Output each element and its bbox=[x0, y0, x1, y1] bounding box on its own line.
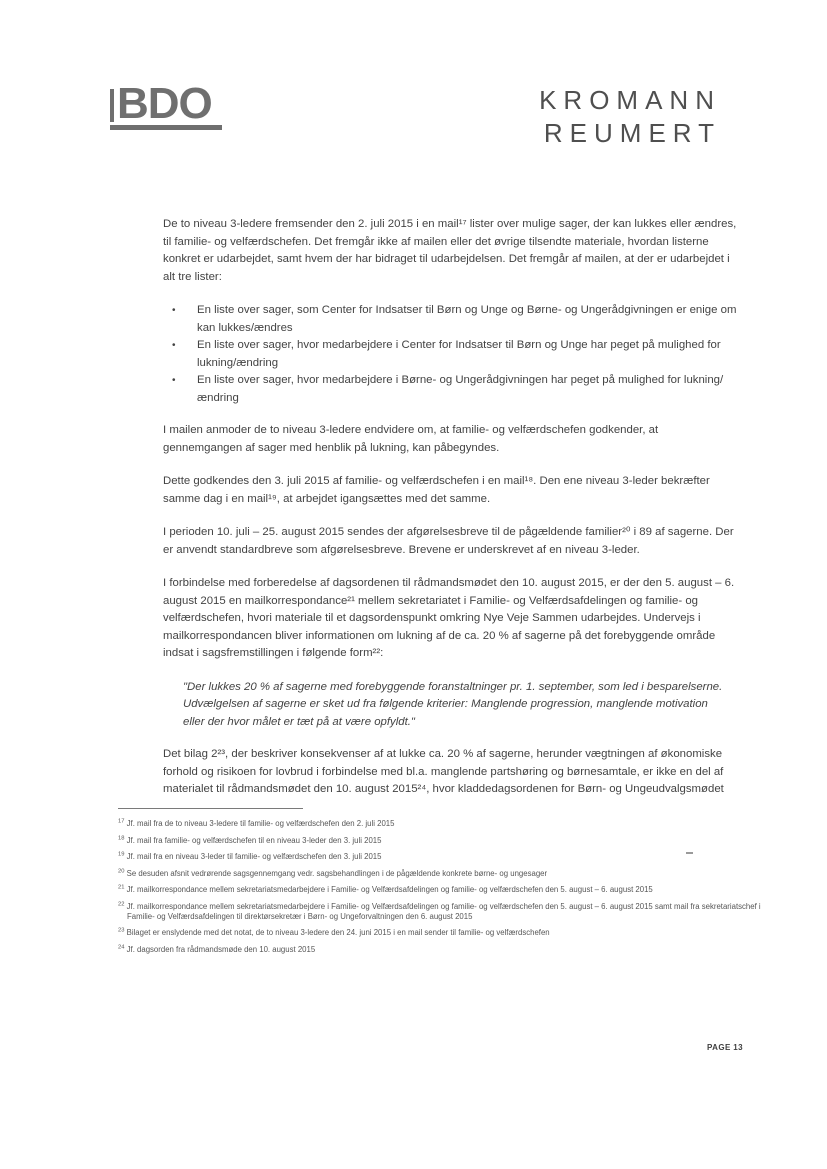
footnote-text: Jf. mail fra en niveau 3-leder til familie- og velfærdschefen den 3. juli 2015 bbox=[126, 852, 382, 862]
footnote-text: Jf. mailkorrespondance mellem sekretariatsmedarbejdere i Familie- og Velfærdsafdelingen og familie- og velfærdschefen den 5. august – 6. august 2015 bbox=[126, 885, 653, 895]
footnote-text: Jf. mailkorrespondance mellem sekretariatsmedarbejdere i Familie- og Velfærdsafdelingen og familie- og velfærdschefen den 5. august – 6. august 2015 samt mail fra sekretariatschef i Familie- og Velfærdsafdelingen til direktørsekretær i Børn- og Ungeforvaltningen den 6. august 2015 bbox=[126, 901, 761, 921]
bdo-logo-bar bbox=[110, 89, 114, 122]
bdo-logo-text: BDO bbox=[117, 79, 212, 128]
page-number: PAGE 13 bbox=[707, 1043, 743, 1052]
bullet-list bbox=[163, 302, 739, 407]
footnote-item bbox=[118, 819, 766, 829]
footnote-text: Jf. mail fra de to niveau 3-ledere til familie- og velfærdschefen den 2. juli 2015 bbox=[126, 819, 395, 828]
footnote-item bbox=[118, 945, 766, 955]
footnote-item bbox=[118, 852, 766, 862]
kromann-logo-line1: KROMANN bbox=[539, 85, 721, 115]
scan-artifact-dash bbox=[686, 852, 693, 854]
footnote-item bbox=[118, 885, 766, 895]
footnote-separator bbox=[118, 808, 303, 809]
footnote-item bbox=[118, 869, 766, 879]
footnotes-section bbox=[118, 800, 766, 961]
bdo-logo bbox=[110, 79, 222, 130]
footnote-item bbox=[118, 836, 766, 846]
footnote-number: 18 bbox=[118, 835, 125, 841]
footnote-number: 17 bbox=[118, 818, 125, 825]
kromann-reumert-logo bbox=[539, 84, 721, 150]
quote-block: "Der lukkes 20 % af sagerne med forebyggende foranstaltninger pr. 1. september, som led i besparelserne. Udvælgelsen af sagerne er sket ud fra følgende kriterier: Manglende progression, manglende motivation eller der hvor målet er tæt på at være opfyldt." bbox=[183, 680, 723, 728]
footnote-number: 21 bbox=[118, 884, 125, 891]
kromann-logo-line2: REUMERT bbox=[543, 118, 721, 148]
paragraph-intro: De to niveau 3-ledere fremsender den 2. juli 2015 i en mail¹⁷ lister over mulige sager, der kan lukkes eller ændres, til familie- og velfærdschefen. Det fremgår ikke af mailen eller det øvrige tilsendte materiale, hvordan listerne konkret er udarbejdet, samt hvem der har bidraget til udarbejdelsen. Det fremgår af mailen, at der er udarbejdet i alt tre lister: bbox=[163, 218, 737, 283]
footnote-number: 24 bbox=[118, 944, 125, 951]
paragraph-perioden: I perioden 10. juli – 25. august 2015 sendes der afgørelsesbreve til de pågældende familier²⁰ i 89 af sagerne. Der er anvendt standardbreve som afgørelsesbreve. Brevene er underskrevet af en niveau 3-leder. bbox=[163, 526, 734, 556]
footnote-text: Jf. mail fra familie- og velfærdschefen til en niveau 3-leder den 3. juli 2015 bbox=[126, 835, 382, 845]
bullet-item-text: En liste over sager, hvor medarbejdere i Børne- og Ungerådgivningen har peget på mulighed for lukning/ændring bbox=[197, 374, 724, 404]
paragraph-forbindelse: I forbindelse med forberedelse af dagsordenen til rådmandsmødet den 10. august 2015, er der den 5. august – 6. august 2015 en mailkorrespondance²¹ mellem sekretariatet i Familie- og Velfærdsafdelingen og familie- og velfærdschefen, hvori materiale til et dagsordenspunkt omkring Nye Veje Sammen udarbejdes. Undervejs i mailkorrespondancen bliver informationen om lukning af de ca. 20 % af sagerne på det forebyggende område indsat i sagsfremstillingen i følgende form²²: bbox=[163, 577, 735, 659]
footnote-number: 22 bbox=[118, 901, 125, 908]
bullet-icon bbox=[163, 372, 197, 407]
paragraph-godkendes: Dette godkendes den 3. juli 2015 af familie- og velfærdschefen i en mail¹⁸. Den ene niveau 3-leder bekræfter samme dag i en mail¹⁹, at arbejdet igangsættes med det samme. bbox=[163, 475, 710, 505]
footnote-number: 20 bbox=[118, 868, 125, 875]
footnote-text: Bilaget er enslydende med det notat, de to niveau 3-ledere den 24. juni 2015 i en mail sender til familie- og velfærdschefen bbox=[126, 928, 550, 938]
bullet-item-text: En liste over sager, som Center for Indsatser til Børn og Unge og Børne- og Ungerådgivningen er enige om kan lukkes/ændres bbox=[197, 304, 737, 334]
bullet-item bbox=[163, 337, 739, 372]
footnote-text: Jf. dagsorden fra rådmandsmøde den 10. august 2015 bbox=[126, 944, 316, 954]
bullet-item-text: En liste over sager, hvor medarbejdere i Center for Indsatser til Børn og Unge har peget på mulighed for lukning/ændring bbox=[197, 339, 721, 369]
footnote-item bbox=[118, 902, 766, 921]
document-body bbox=[163, 216, 739, 815]
footnote-number: 19 bbox=[118, 851, 125, 858]
footnote-number: 23 bbox=[118, 927, 125, 934]
bullet-icon bbox=[163, 337, 197, 372]
footnote-list bbox=[118, 819, 766, 954]
paragraph-bilag: Det bilag 2²³, der beskriver konsekvenser af at lukke ca. 20 % af sagerne, herunder vægtningen af økonomiske forhold og risikoen for lovbrud i forbindelse med bl.a. manglende partshøring og børnesamtale, er ikke en del af materialet til rådmandsmødet den 10. august 2015²⁴, hvor kladdedagsordenen for Børn- og Ungeudvalgsmødet bbox=[163, 748, 724, 795]
footnote-item bbox=[118, 928, 766, 938]
paragraph-anmoder: I mailen anmoder de to niveau 3-ledere endvidere om, at familie- og velfærdschefen godkender, at gennemgangen af sager med henblik på lukning, kan påbegyndes. bbox=[163, 424, 659, 454]
footnote-text: Se desuden afsnit vedrørende sagsgennemgang vedr. sagsbehandlingen i de pågældende konkrete børne- og ungesager bbox=[126, 868, 548, 878]
bullet-icon bbox=[163, 302, 197, 337]
bullet-item bbox=[163, 372, 739, 407]
bullet-item bbox=[163, 302, 739, 337]
